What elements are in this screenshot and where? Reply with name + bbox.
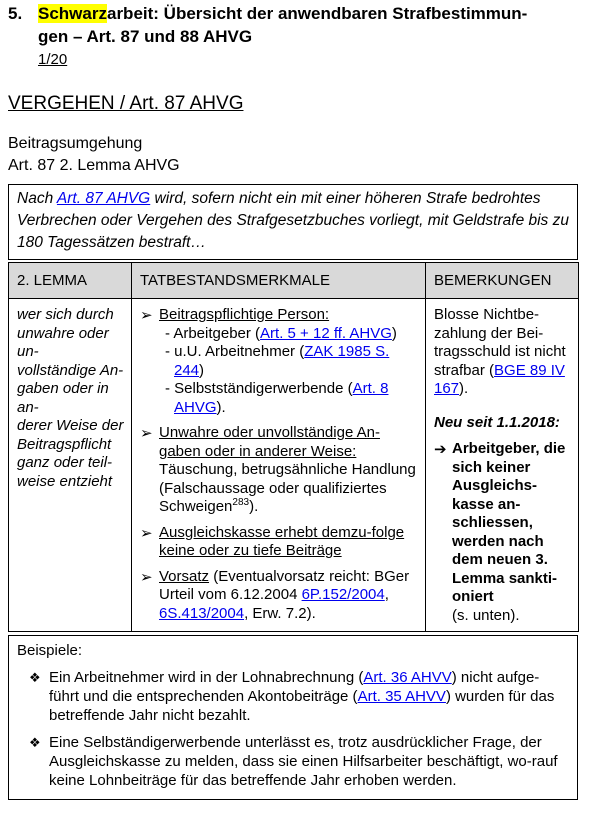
text-link[interactable]: Art. 35 AHVV [357, 688, 446, 705]
note-heading: Neu seit 1.1.2018: [434, 413, 560, 431]
bemerkungen-arrow-item [434, 440, 573, 607]
text-link[interactable]: 6S.413/2004 [159, 604, 245, 622]
text-run: wird, sofern nicht ein mit einer höheren Strafe bedrohtes Verbrechen oder Vergehen des Strafgesetzbuches vorliegt, mit Geldstrafe bis zu 180 Tagessätzen bestraft… [17, 190, 569, 251]
merkmale-item-person [140, 306, 420, 417]
merkmale-item-ausgleichskasse [140, 524, 420, 561]
text-link[interactable]: Art. 8 AHVG [174, 380, 389, 416]
text-run: Ausgleichskasse erhebt demzu-folge keine oder zu tiefe Beiträge [159, 523, 405, 559]
merkmale-subitem-arbeitnehmer [159, 343, 420, 380]
text-run: 283 [232, 497, 250, 508]
text-run: , [384, 586, 389, 603]
text-link[interactable]: Art. 87 AHVG [56, 190, 151, 207]
merkmale-cell [132, 299, 426, 632]
text-run: , Erw. 7.2). [244, 604, 316, 622]
text-run: Ein Arbeitnehmer wird in der Lohnabrechnung ( [49, 669, 364, 686]
merkmale-item-unwahre-angaben [140, 424, 420, 517]
title-line1-rest: arbeit: Übersicht der anwendbaren Strafbestimmun- [106, 4, 528, 23]
subheading [8, 133, 606, 177]
text-run: ) nicht aufge-führt und die entsprechenden Akontobeiträge ( [49, 669, 540, 705]
text-run: Blosse Nichtbe-zahlung der Bei-tragsschuld ist nicht strafbar ( [434, 306, 566, 379]
text-run: ). [459, 380, 469, 397]
examples-label: Beispiele: [17, 642, 83, 659]
text-run: Eine Selbständigerwerbende unterlässt es, trotz ausdrücklicher Frage, der Ausgleichskasse zu melden, dass sie einen Hilfsarbeiter beschäftigt, wo-rauf keine Lohnbeiträge für das betreffende Jahr erhoben werden. [49, 734, 558, 789]
text-run: ) [391, 324, 397, 342]
bemerkungen-cell [426, 299, 579, 632]
example-item [17, 668, 569, 725]
arrowhead-bullet-icon: ➢ [140, 523, 153, 542]
text-run: ) wurden für das betreffende Jahr nicht bezahlt. [49, 688, 555, 724]
merkmale-item-vorsatz [140, 568, 420, 624]
text-run: Vorsatz [159, 567, 210, 585]
diamond-bullet-icon: ❖ [29, 671, 41, 686]
text-run: - Arbeitgeber ( [165, 324, 261, 342]
merkmale-subitem-selbststaendige [159, 380, 420, 417]
text-link[interactable]: BGE 89 IV 167 [434, 361, 565, 397]
law-table [8, 262, 579, 632]
table-row [9, 299, 579, 632]
subheading-line1: Beitragsumgehung [8, 135, 143, 152]
diamond-bullet-icon: ❖ [29, 736, 41, 751]
text-run: ). [249, 498, 259, 515]
merkmale-subitem-arbeitgeber [159, 325, 420, 344]
text-link[interactable]: Art. 5 + 12 ff. AHVG [260, 324, 392, 342]
column-header-bemerkungen: BEMERKUNGEN [426, 263, 579, 299]
table-header-row [9, 263, 579, 299]
text-link[interactable]: 6P.152/2004 [301, 586, 385, 603]
text-run: Unwahre oder unvollständige An-gaben oder in anderer Weise: [159, 424, 380, 460]
column-header-tatbestandsmerkmale: TATBESTANDSMERKMALE [132, 263, 426, 299]
lemma-cell: wer sich durch unwahre oder un- vollständige An- gaben oder in an- derer Weise der Beitragspflicht ganz oder teil- weise entzieht [9, 299, 132, 632]
page-counter-link[interactable]: 1/20 [38, 51, 68, 68]
column-header-lemma: 2. LEMMA [9, 263, 132, 299]
arrowhead-bullet-icon: ➢ [140, 306, 153, 324]
text-run: Täuschung, betrugsähnliche Handlung (Falschaussage oder qualifiziertes Schweigen [159, 461, 416, 515]
title-line1 [38, 2, 527, 25]
examples-box [8, 635, 578, 800]
page-title [8, 2, 606, 48]
text-run: ) [199, 361, 205, 379]
statute-quote-box [8, 184, 578, 260]
merkmale-item-body [159, 306, 420, 417]
text-run: Beitragspflichtige Person: [159, 306, 330, 323]
text-run: ). [216, 398, 226, 416]
arrow-item-suffix: (s. unten). [452, 606, 520, 624]
text-link[interactable]: ZAK 1985 S. 244 [174, 343, 390, 379]
text-run: Nach [17, 190, 57, 207]
heavy-right-arrow-icon: ➔ [434, 440, 447, 458]
subheading-line2: Art. 87 2. Lemma AHVG [8, 157, 180, 174]
arrowhead-bullet-icon: ➢ [140, 424, 153, 442]
merkmale-item-heading [159, 306, 420, 325]
arrowhead-bullet-icon: ➢ [140, 567, 153, 586]
bemerkungen-paragraph [434, 306, 573, 399]
section-heading: VERGEHEN / Art. 87 AHVG [8, 93, 244, 114]
text-run: - Selbstständigerwerbende ( [165, 380, 353, 397]
title-line2: gen – Art. 87 und 88 AHVG [38, 27, 253, 46]
arrow-item-text: Arbeitgeber, die sich keiner Ausgleichs- kasse an- schliessen, werden nach dem neuen 3. Lemma sankti- oniert [452, 440, 566, 605]
text-run: (Eventualvorsatz reicht: BGer Urteil vom 6.12.2004 [159, 567, 410, 603]
highlighted-term: Schwarz [38, 4, 107, 23]
text-link[interactable]: Art. 36 AHVV [363, 669, 452, 686]
title-number: 5. [8, 4, 23, 23]
title-text [38, 2, 527, 48]
example-item [17, 733, 569, 790]
text-run: - u.U. Arbeitnehmer ( [165, 343, 305, 360]
